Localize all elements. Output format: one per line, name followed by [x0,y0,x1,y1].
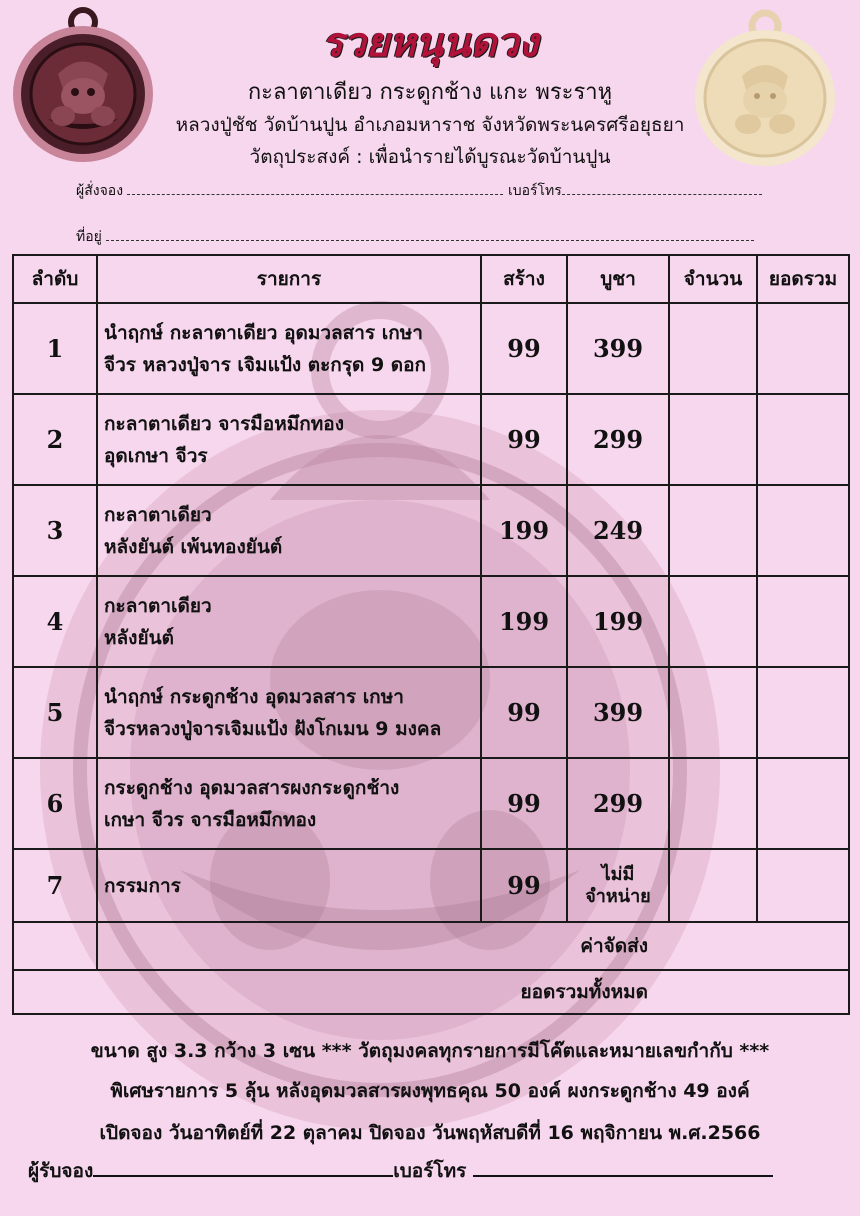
row-qty-cell[interactable] [669,485,757,576]
row-number: 4 [13,576,97,667]
row-item-line1: กระดูกช้าง อุดมวลสารผงกระดูกช้าง [104,776,400,799]
footer-size-note: ขนาด สูง 3.3 กว้าง 3 เซน *** วัตถุมงคลทุกรายการมีโค๊ตและหมายเลขกำกับ *** [90,1040,770,1062]
row-qty-cell[interactable] [669,667,757,758]
table-header-row [13,255,849,303]
address-label: ที่อยู่ [76,229,102,245]
row-total-cell[interactable] [757,485,849,576]
table-row [13,849,849,922]
receiver-line [28,1156,773,1186]
subtitle-purpose: วัตถุประสงค์ : เพื่อนำรายได้บูรณะวัดบ้านปูน [249,146,611,168]
subtitle-materials: กะลาตาเดียว กระดูกช้าง แกะ พระราหู [247,80,613,105]
row-item [97,576,481,667]
shipping-empty-cell [13,922,97,970]
table-row [13,394,849,485]
orderer-label: ผู้สั่งจอง [76,183,124,199]
row-number: 2 [13,394,97,485]
footer-booking-dates: เปิดจอง วันอาทิตย์ที่ 22 ตุลาคม ปิดจอง วันพฤหัสบดีที่ 16 พฤจิกายน พ.ศ.2566 [99,1122,761,1144]
row-item-line1: กะลาตาเดียว จารมือหมึกทอง [104,412,344,435]
address-line [76,226,754,248]
row-total-cell[interactable] [757,667,849,758]
shipping-row [13,922,849,970]
table-row [13,576,849,667]
row-price: 299 [567,758,669,849]
orderer-field[interactable] [127,182,503,195]
row-price: 199 [567,576,669,667]
row-item-line2: จีวรหลวงปู่จารเจิมแป้ง ฝังโกเมน 9 มงคล [104,717,442,740]
row-total-cell[interactable] [757,303,849,394]
table-row [13,667,849,758]
row-total-cell[interactable] [757,394,849,485]
table-row [13,758,849,849]
row-item-line2: อุดเกษา จีวร [104,444,208,467]
receiver-phone-label: เบอร์โทร [393,1160,467,1182]
row-item [97,394,481,485]
row-price: 299 [567,394,669,485]
receiver-phone-field[interactable] [473,1157,773,1177]
row-price: 399 [567,667,669,758]
phone-field[interactable] [562,182,762,195]
row-item-line2: หลังยันต์ เพ้นทองยันต์ [104,535,283,558]
row-number: 1 [13,303,97,394]
header-qty: จำนวน [669,255,757,303]
row-item [97,303,481,394]
footer-special-note: พิเศษรายการ 5 ลุ้น หลังอุดมวลสารผงพุทธคุณ 50 องค์ ผงกระดูกช้าง 49 องค์ [110,1080,750,1102]
order-table [12,254,850,1015]
row-made: 99 [481,394,567,485]
row-number: 3 [13,485,97,576]
receiver-label: ผู้รับจอง [28,1160,94,1182]
table-row [13,303,849,394]
row-item-line2: เกษา จีวร จารมือหมึกทอง [104,808,317,831]
subtitle-temple: หลวงปู่ชัช วัดบ้านปูน อำเภอมหาราช จังหวัดพระนครศรีอยุธยา [175,114,685,136]
row-number: 7 [13,849,97,922]
row-number: 5 [13,667,97,758]
row-qty-cell[interactable] [669,394,757,485]
grand-total-label: ยอดรวมทั้งหมด [13,970,849,1014]
address-field[interactable] [106,228,754,241]
header-total: ยอดรวม [757,255,849,303]
row-item-line2: หลังยันต์ [104,626,174,649]
page-title: รวยหนุนดวง [321,19,539,66]
row-qty-cell[interactable] [669,576,757,667]
row-item-line1: นำฤกษ์ กะลาตาเดียว อุดมวลสาร เกษา [104,321,423,344]
row-qty-cell[interactable] [669,758,757,849]
orderer-line [76,180,762,202]
row-total-cell[interactable] [757,758,849,849]
row-made: 199 [481,576,567,667]
row-item-line2: จีวร หลวงปู่จาร เจิมแป้ง ตะกรุด 9 ดอก [104,353,427,376]
row-price [567,849,669,922]
row-total-cell[interactable] [757,576,849,667]
header-item: รายการ [97,255,481,303]
row-item [97,849,481,922]
row-item-line1: กะลาตาเดียว [104,503,212,526]
row-qty-cell[interactable] [669,849,757,922]
row-price-line1: ไม่มี [601,863,635,885]
row-item-line1: กรรมการ [104,874,181,897]
row-made: 199 [481,485,567,576]
row-made: 99 [481,758,567,849]
header-no: ลำดับ [13,255,97,303]
receiver-field[interactable] [93,1157,393,1177]
row-made: 99 [481,849,567,922]
row-price-line2: จำหน่าย [585,885,651,907]
row-number: 6 [13,758,97,849]
header-price: บูชา [567,255,669,303]
row-item [97,485,481,576]
row-price: 399 [567,303,669,394]
row-qty-cell[interactable] [669,303,757,394]
row-item [97,667,481,758]
table-row [13,485,849,576]
row-made: 99 [481,667,567,758]
grand-total-row [13,970,849,1014]
row-item [97,758,481,849]
row-made: 99 [481,303,567,394]
phone-label: เบอร์โทร [507,183,562,199]
shipping-label: ค่าจัดส่ง [97,922,849,970]
row-total-cell[interactable] [757,849,849,922]
header-made: สร้าง [481,255,567,303]
row-price: 249 [567,485,669,576]
row-item-line1: นำฤกษ์ กระดูกช้าง อุดมวลสาร เกษา [104,685,404,708]
row-item-line1: กะลาตาเดียว [104,594,212,617]
